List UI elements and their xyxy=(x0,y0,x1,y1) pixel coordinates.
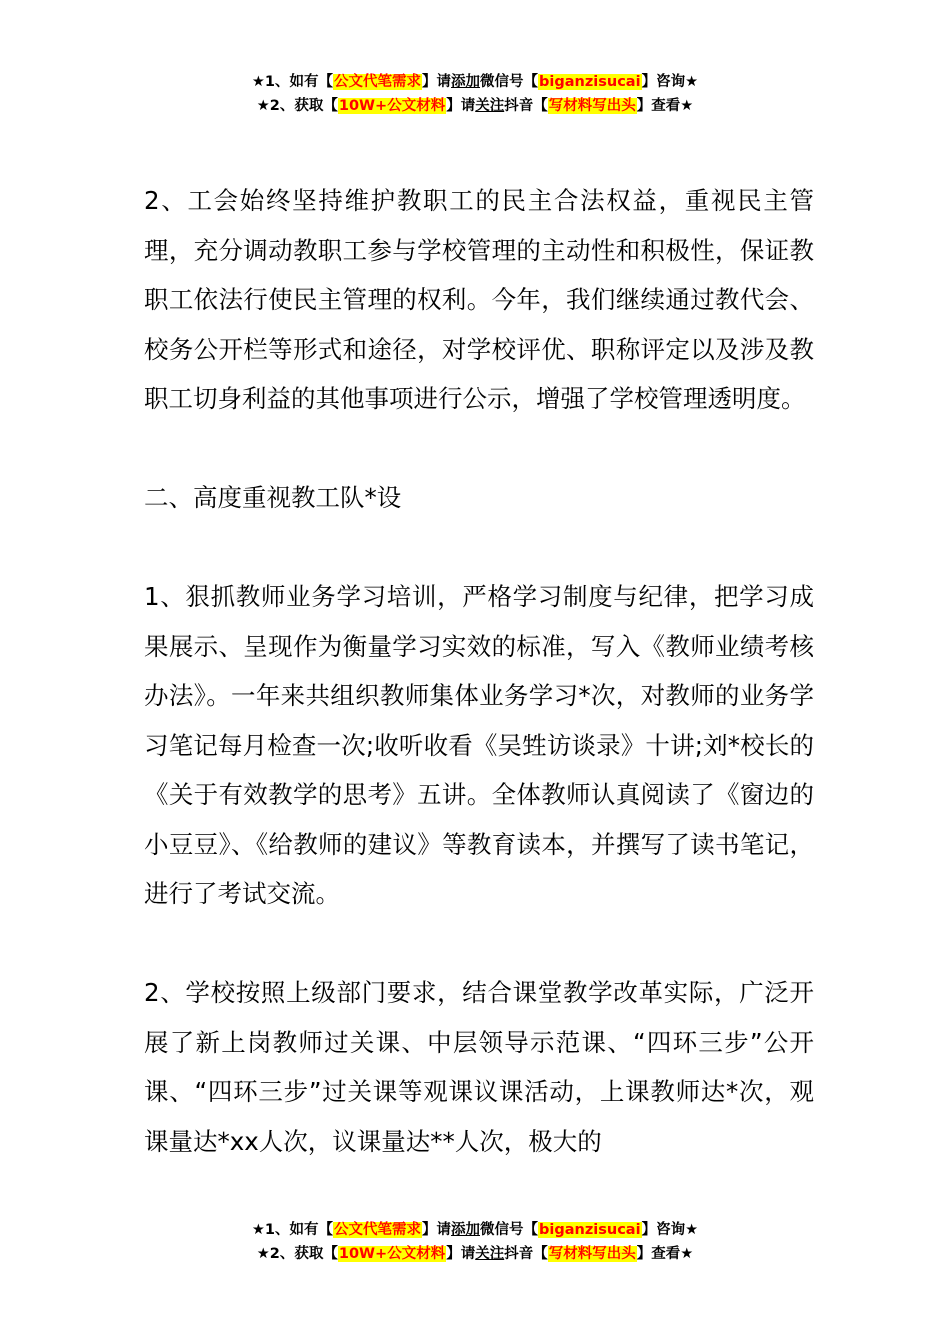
promo-line-2 xyxy=(0,1242,950,1266)
promo-text: ★1、如有【 xyxy=(251,1222,334,1238)
promo-text: 】请 xyxy=(422,74,452,90)
promo-text: ★2、获取【 xyxy=(256,1246,338,1262)
promo-wechat-id: biganzisucai xyxy=(539,74,641,90)
promo-line-1 xyxy=(0,70,950,94)
promo-underlined-text: 添加 xyxy=(451,1222,481,1238)
promo-douyin-id: 写材料写出头 xyxy=(548,98,636,114)
paragraph-class-observation: 2、学校按照上级部门要求，结合课堂教学改革实际，广泛开展了新上岗教师过关课、中层领导示范课、“四环三步”公开课、“四环三步”过关课等观课议课活动，上课教师达*次，观课量达*xx人次，议课量达**人次，极大的 xyxy=(144,978,814,1156)
promo-text: 微信号【 xyxy=(480,74,539,90)
promo-underlined-text: 关注 xyxy=(475,1246,505,1262)
promo-highlight: 公文代笔需求 xyxy=(334,74,422,90)
paragraph-democratic-management: 2、工会始终坚持维护教职工的民主合法权益，重视民主管理，充分调动教职工参与学校管理的主动性和积极性，保证教职工依法行使民主管理的权利。今年，我们继续通过教代会、校务公开栏等形式和途径，对学校评优、职称评定以及涉及教职工切身利益的其他事项进行公示，增强了学校管理透明度。 xyxy=(144,186,814,413)
paragraph-spacer xyxy=(144,424,814,474)
promo-text: 】请 xyxy=(446,1246,476,1262)
promo-text: ★1、如有【 xyxy=(251,74,334,90)
promo-text: 】请 xyxy=(422,1222,452,1238)
paragraph-spacer xyxy=(144,919,814,969)
promo-text: 】请 xyxy=(446,98,476,114)
promo-text: 】查看★ xyxy=(636,98,694,114)
promo-highlight: 公文代笔需求 xyxy=(334,1222,422,1238)
promo-line-1 xyxy=(0,1218,950,1242)
footer-promo-banner xyxy=(0,1218,950,1266)
promo-highlight: 10W+公文材料 xyxy=(338,98,446,114)
section-heading: 二、高度重视教工队*设 xyxy=(144,483,402,512)
paragraph-spacer xyxy=(144,523,814,573)
promo-highlight: 10W+公文材料 xyxy=(338,1246,446,1262)
promo-text: 】咨询★ xyxy=(641,74,699,90)
promo-text: ★2、获取【 xyxy=(256,98,338,114)
promo-underlined-text: 添加 xyxy=(451,74,481,90)
promo-text: 微信号【 xyxy=(480,1222,539,1238)
promo-wechat-id: biganzisucai xyxy=(539,1222,641,1238)
promo-text: 】咨询★ xyxy=(641,1222,699,1238)
promo-text: 】查看★ xyxy=(636,1246,694,1262)
promo-underlined-text: 关注 xyxy=(475,98,505,114)
promo-text: 抖音【 xyxy=(504,1246,548,1262)
header-promo-banner xyxy=(0,70,950,118)
document-body xyxy=(144,176,814,1166)
promo-text: 抖音【 xyxy=(504,98,548,114)
paragraph-teacher-training: 1、狠抓教师业务学习培训，严格学习制度与纪律，把学习成果展示、呈现作为衡量学习实效的标准，写入《教师业绩考核办法》。一年来共组织教师集体业务学习*次，对教师的业务学习笔记每月检查一次;收听收看《吴甡访谈录》十讲;刘*校长的《关于有效教学的思考》五讲。全体教师认真阅读了《窗边的小豆豆》、《给教师的建议》等教育读本，并撰写了读书笔记，进行了考试交流。 xyxy=(144,582,814,908)
promo-line-2 xyxy=(0,94,950,118)
promo-douyin-id: 写材料写出头 xyxy=(548,1246,636,1262)
